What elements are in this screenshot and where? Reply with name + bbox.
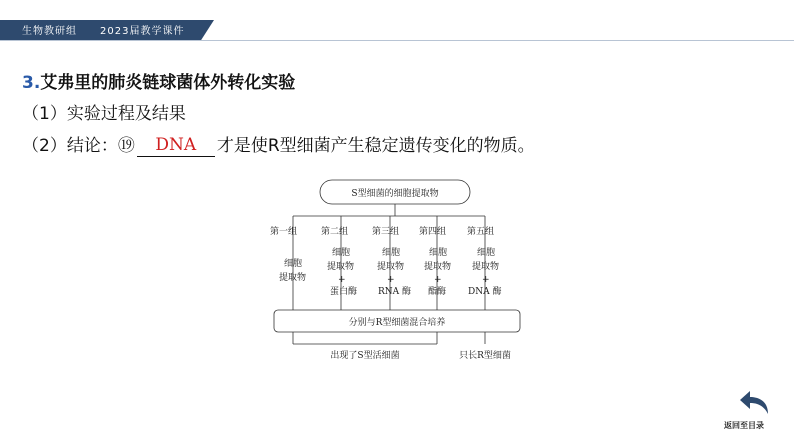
conclusion-suffix: 才是使R型细菌产生稳定遗传变化的物质。	[216, 136, 535, 156]
group-4-label: 第四组	[419, 227, 447, 237]
result-right-label: 只长R型细菌	[459, 351, 511, 361]
group-5-line-1: 细胞	[477, 248, 496, 258]
group-5-line-3: +	[482, 275, 490, 285]
group-1-line-2: 提取物	[279, 273, 307, 283]
group-5-label: 第五组	[467, 227, 495, 237]
group-5-line-2: 提取物	[472, 262, 500, 272]
return-arrow-icon[interactable]	[738, 388, 772, 416]
group-1-line-1: 细胞	[284, 259, 303, 269]
group-3-line-3: +	[387, 275, 395, 285]
group-5	[467, 216, 501, 310]
group-4-line-4: 酯酶	[428, 287, 447, 297]
result-left-label: 出现了S型活细菌	[330, 351, 400, 361]
group-2-line-2: 提取物	[327, 262, 355, 272]
group-4-line-3: +	[434, 275, 442, 285]
group-4-line-1: 细胞	[429, 248, 448, 258]
group-3	[372, 216, 411, 310]
section-title-text: 艾弗里的肺炎链球菌体外转化实验	[40, 73, 296, 93]
header-group-label: 生物教研组	[22, 26, 77, 37]
header-divider	[0, 40, 794, 41]
section-title	[22, 68, 295, 93]
group-3-line-1: 细胞	[382, 248, 401, 258]
group-2	[321, 216, 357, 310]
item-conclusion	[22, 131, 535, 157]
experiment-diagram	[270, 176, 530, 372]
header-courseware-label: 2023届教学课件	[100, 26, 185, 37]
group-2-label: 第二组	[321, 227, 349, 237]
group-2-line-1: 细胞	[332, 248, 351, 258]
conclusion-prefix: （2）结论：⑲	[22, 136, 135, 156]
back-to-contents-link[interactable]: 返回至目录	[724, 421, 764, 430]
group-2-line-4: 蛋白酶	[330, 287, 358, 297]
group-3-label: 第三组	[372, 227, 400, 237]
group-4-line-2: 提取物	[424, 262, 452, 272]
group-4	[419, 216, 451, 310]
item-process: （1）实验过程及结果	[22, 104, 186, 124]
group-1-label: 第一组	[270, 227, 298, 237]
extract-box-label: S型细菌的细胞提取物	[351, 189, 439, 199]
answer-blank	[137, 136, 215, 157]
group-3-line-4: RNA 酶	[378, 287, 412, 297]
group-2-line-3: +	[338, 275, 346, 285]
group-3-line-2: 提取物	[377, 262, 405, 272]
section-number: 3.	[22, 73, 41, 93]
mix-box-label: 分别与R型细菌混合培养	[348, 318, 446, 328]
group-5-line-4: DNA 酶	[468, 287, 502, 297]
group-1	[270, 216, 306, 310]
answer-text: DNA	[155, 135, 197, 155]
